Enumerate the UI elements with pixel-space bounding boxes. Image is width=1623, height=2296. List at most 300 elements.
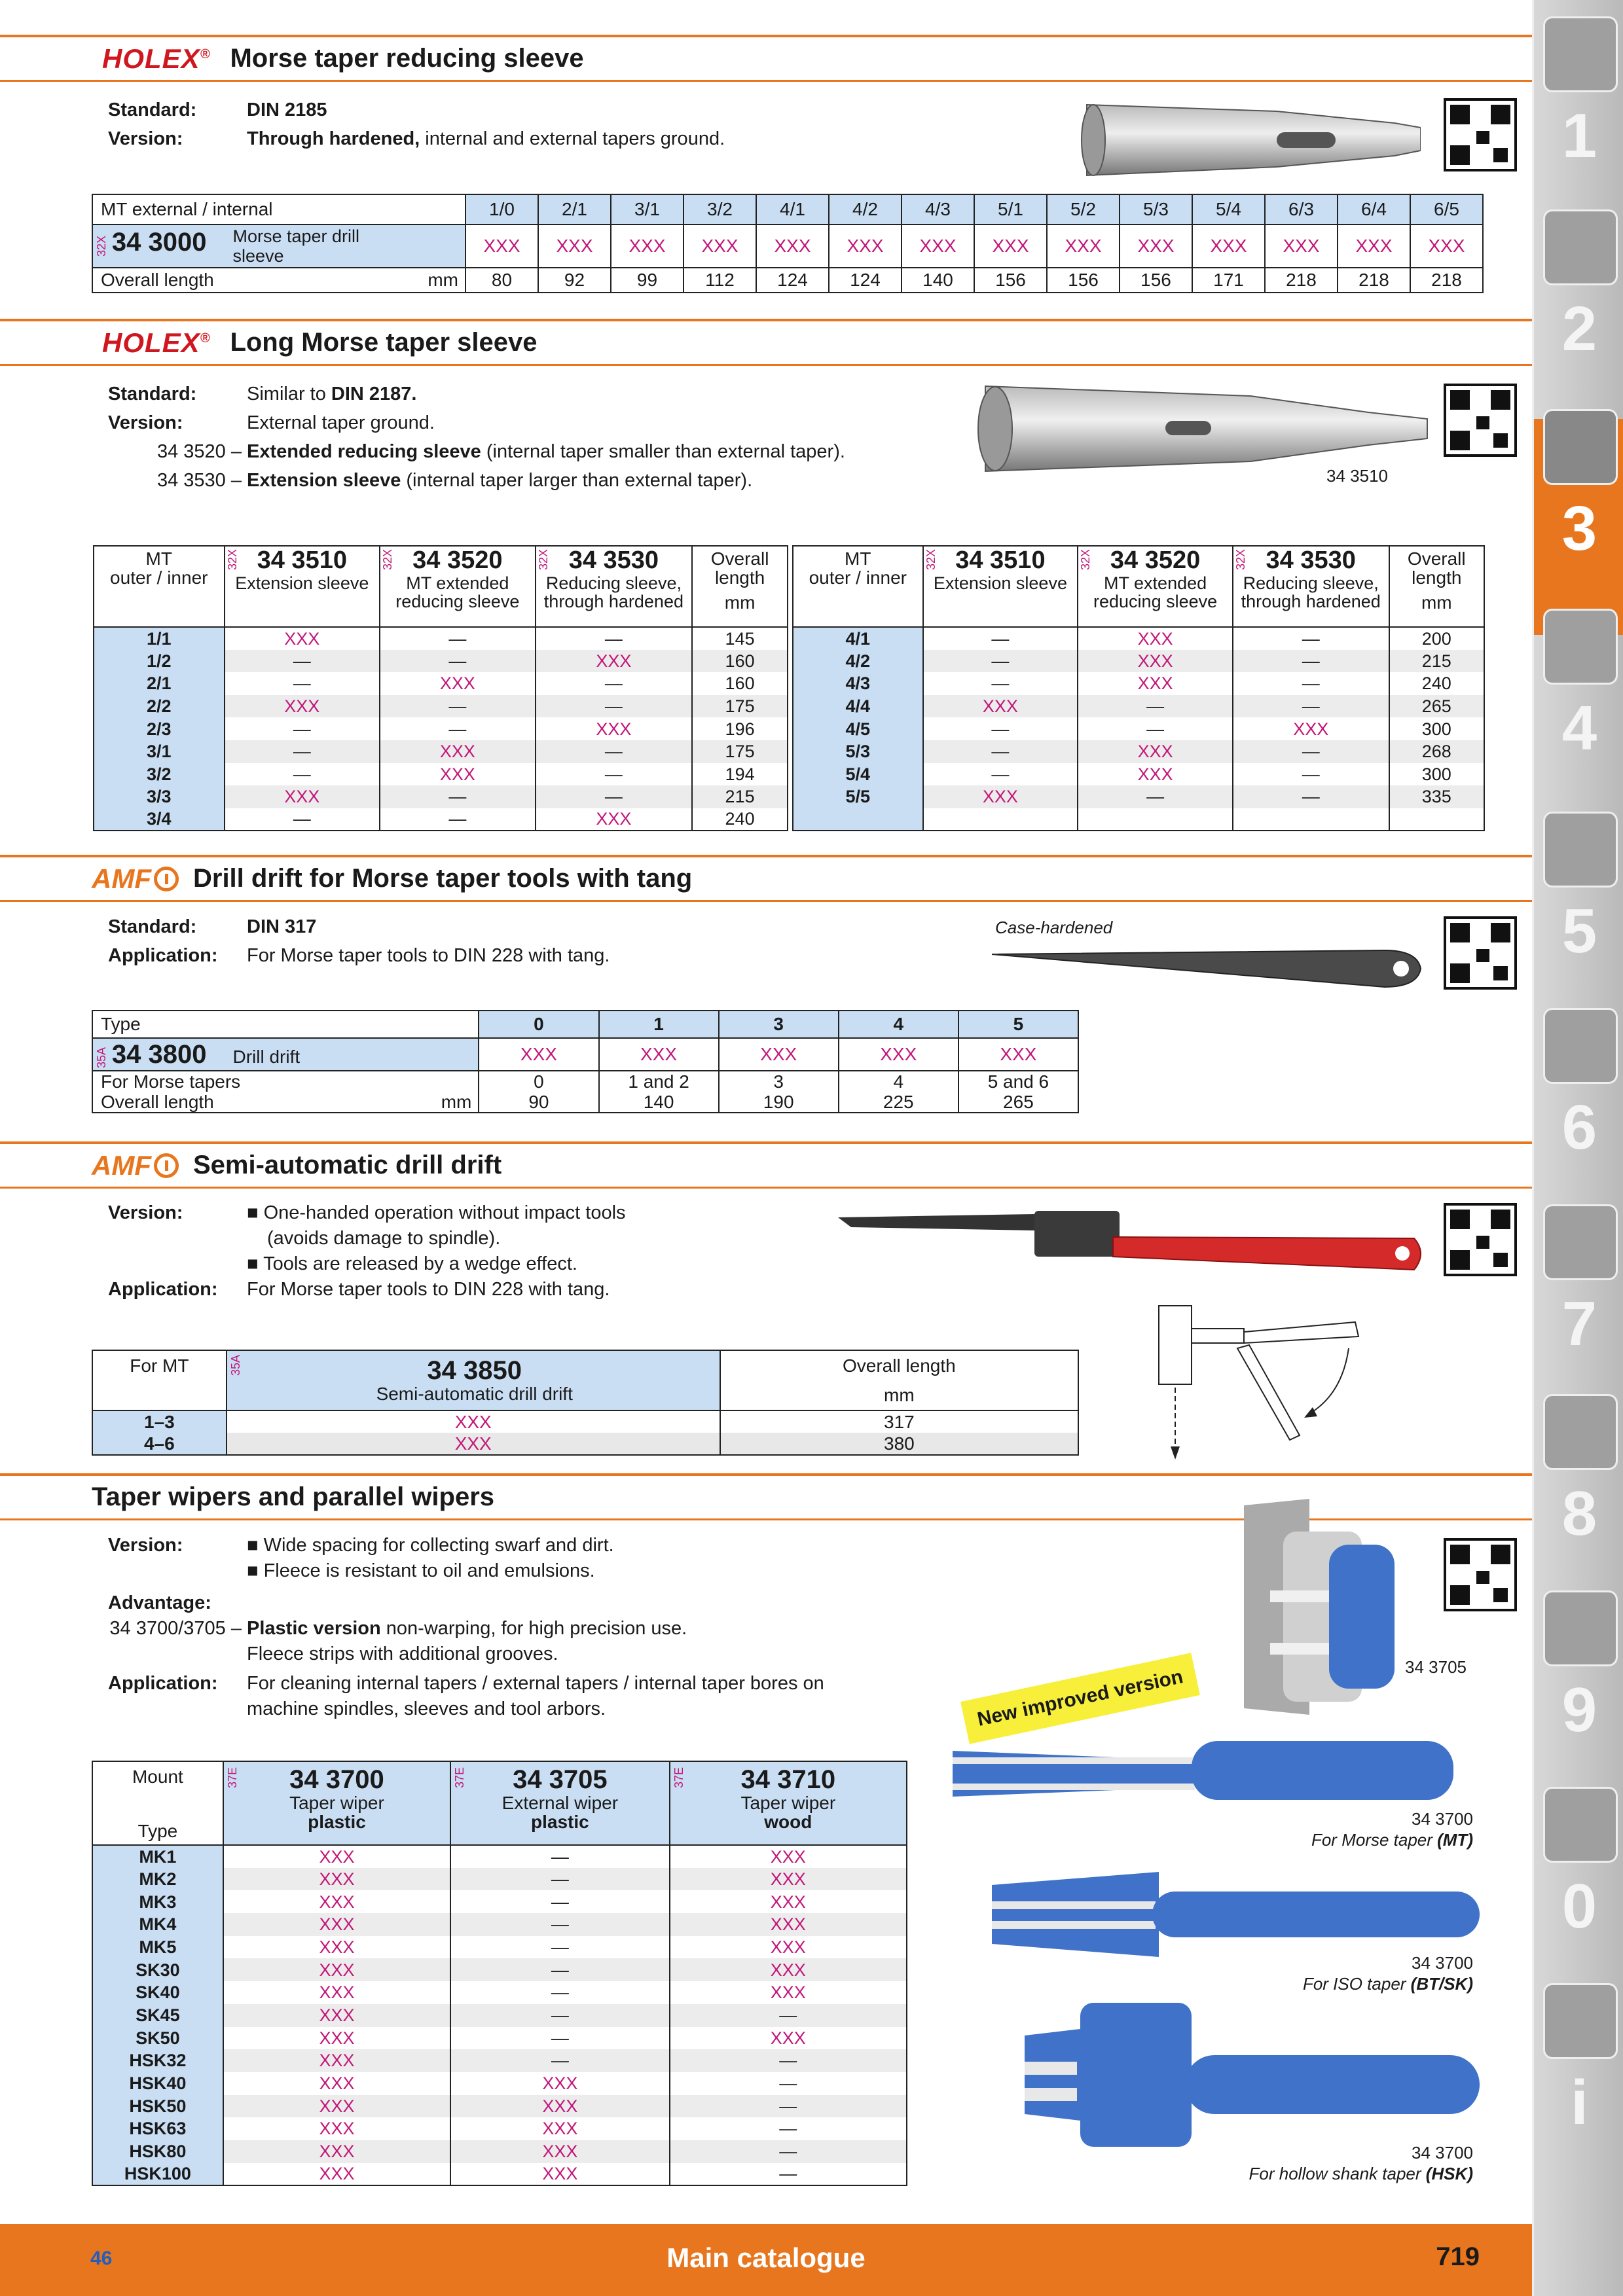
price-cell: XXX (611, 224, 684, 268)
article-head (450, 1761, 669, 1845)
price-cell: — (923, 740, 1078, 763)
mt-header (94, 546, 225, 627)
price-cell: — (923, 627, 1078, 650)
table-row (793, 650, 1484, 673)
price-cell: XXX (902, 224, 974, 268)
chapter-number[interactable]: 4 (1561, 693, 1597, 763)
amf-logo-icon (154, 1153, 179, 1178)
col-head: 5/3 (1120, 194, 1192, 224)
col-head: 6/3 (1265, 194, 1338, 224)
article-number[interactable]: 34 3530 (568, 547, 659, 574)
mount-type: MK5 (92, 1936, 223, 1959)
new-version-badge: New improved version (960, 1653, 1200, 1744)
length-cell: 145 (692, 627, 788, 650)
length-cell: 300 (1389, 763, 1484, 786)
length-cell: 156 (1047, 268, 1120, 293)
table-row (793, 627, 1484, 650)
length-cell: 200 (1389, 627, 1484, 650)
price-cell: XXX (479, 1038, 598, 1071)
mount-type: SK45 (92, 2004, 223, 2027)
mount-type-header (92, 1761, 223, 1845)
price-cell: XXX (1078, 763, 1233, 786)
chapter-number[interactable]: 1 (1561, 101, 1597, 171)
price-cell: XXX (223, 1981, 450, 2004)
qr-code-icon[interactable] (1444, 1538, 1517, 1611)
spec-value: For Morse taper tools to DIN 228 with tang. (247, 1279, 610, 1300)
spec-bullet-cont: (avoids damage to spindle). (267, 1228, 501, 1249)
price-cell: — (380, 650, 536, 673)
article-cell (92, 224, 465, 268)
footer-page-right: 719 (1436, 2242, 1480, 2271)
mount-type: SK30 (92, 1958, 223, 1981)
table-row (92, 2072, 907, 2095)
price-cell: — (450, 1913, 669, 1936)
spec-bullet: Fleece is resistant to oil and emulsions. (263, 1560, 595, 1581)
table-row (94, 740, 788, 763)
image-caption: 34 3510 (1326, 466, 1388, 486)
price-cell: XXX (670, 1890, 907, 1913)
article-name: Reducing sleeve, through hardened (543, 573, 684, 612)
length-cell: 240 (1389, 672, 1484, 695)
mount-label: Mount (132, 1767, 183, 1787)
spec-value: Similar to (247, 384, 331, 404)
table-row (92, 2004, 907, 2027)
qr-code-icon[interactable] (1444, 98, 1517, 171)
price-group: 37E (453, 1767, 467, 1789)
price-cell: XXX (225, 695, 380, 718)
length-cell: 90 (479, 1092, 598, 1113)
qr-code-icon[interactable] (1444, 916, 1517, 990)
article-name: MT extended reducing sleeve (395, 573, 520, 612)
col-head: 4/2 (829, 194, 902, 224)
long-sleeve-image (976, 383, 1434, 475)
length-cell: 171 (1192, 268, 1265, 293)
spec-label: Version: (108, 128, 183, 149)
article-number[interactable]: 34 3850 (427, 1356, 522, 1386)
price-cell: XXX (225, 785, 380, 808)
semi-automatic-drift-image (838, 1204, 1427, 1289)
price-cell: XXX (1078, 650, 1233, 673)
length-cell: 160 (692, 672, 788, 695)
caption-label: For Morse taper (1311, 1830, 1438, 1850)
price-group: 32X (536, 549, 550, 571)
article-name: MT extended reducing sleeve (1093, 573, 1218, 612)
price-cell: XXX (599, 1038, 719, 1071)
price-cell: XXX (223, 2117, 450, 2140)
chapter-number[interactable]: 8 (1561, 1479, 1597, 1549)
holex-logo: HOLEX® (102, 43, 211, 74)
col-head: 3/2 (684, 194, 756, 224)
table-row (92, 2117, 907, 2140)
price-cell: — (225, 672, 380, 695)
section-header-reducing-sleeve (0, 35, 1532, 82)
chapter-number[interactable]: 2 (1561, 294, 1597, 364)
mount-type: MK2 (92, 1868, 223, 1891)
spec-label: Application: (108, 1279, 218, 1300)
price-cell: — (1233, 695, 1389, 718)
section-header-semi-automatic (0, 1141, 1532, 1189)
spec-label: Standard: (108, 384, 197, 404)
price-cell: XXX (223, 1845, 450, 1868)
length-cell: 140 (902, 268, 974, 293)
spec-label: Standard: (108, 916, 197, 937)
length-label: Overall length (101, 270, 214, 291)
spec-value: Fleece strips with additional grooves. (247, 1643, 558, 1664)
caption-label-bold: (BT/SK) (1410, 1974, 1473, 1994)
price-cell: — (670, 2049, 907, 2072)
article-name: Extension sleeve (235, 573, 369, 593)
type-label: Type (92, 1011, 479, 1038)
chapter-tab-8-icon[interactable] (1543, 1394, 1618, 1470)
article-name: Semi-automatic drill drift (376, 1384, 573, 1405)
price-cell: XXX (223, 2049, 450, 2072)
article-number[interactable]: 34 3705 (513, 1765, 608, 1794)
article-name: Drill drift (232, 1046, 301, 1067)
mt-size (793, 808, 923, 831)
table-row (92, 1981, 907, 2004)
price-cell: — (450, 1890, 669, 1913)
price-group: 35A (95, 1047, 108, 1069)
price-cell: XXX (670, 1981, 907, 2004)
drill-drift-image (992, 942, 1424, 1001)
col-head: 3/1 (611, 194, 684, 224)
article-number[interactable]: 34 3700 (289, 1765, 384, 1794)
length-label: length (1412, 567, 1462, 588)
drift-diagram-image (1133, 1302, 1381, 1466)
table-row (793, 672, 1484, 695)
article-name: Extension sleeve (933, 573, 1067, 593)
price-cell: — (225, 808, 380, 831)
chapter-tab-7-icon[interactable] (1543, 1204, 1618, 1280)
article-number[interactable]: 34 3510 (257, 547, 347, 574)
price-cell: XXX (1078, 740, 1233, 763)
section-header-drill-drift (0, 855, 1532, 902)
article-head (670, 1761, 907, 1845)
section-title: Morse taper reducing sleeve (230, 44, 584, 73)
article-head (923, 546, 1078, 627)
price-cell: — (380, 627, 536, 650)
mt-size: 1/2 (94, 650, 225, 673)
table-row (793, 717, 1484, 740)
spec-value: (internal taper smaller than external taper). (481, 441, 845, 462)
long-sleeve-table-right (792, 545, 1485, 831)
table-row (92, 2095, 907, 2118)
chapter-tab-4-icon[interactable] (1543, 609, 1618, 685)
price-cell: XXX (223, 1868, 450, 1891)
for-cell: 0 (479, 1071, 598, 1092)
col-head: 5/4 (1192, 194, 1265, 224)
wiper-table (92, 1761, 907, 2186)
caption-label: For hollow shank taper (1249, 2164, 1426, 2183)
length-cell: 124 (829, 268, 902, 293)
caption-text (1113, 1974, 1473, 1994)
section-title: Semi-automatic drill drift (192, 1151, 502, 1179)
article-number[interactable]: 34 3520 (1110, 547, 1201, 574)
table-row (92, 2140, 907, 2163)
spec-value-bold: Extended reducing sleeve (247, 441, 481, 462)
mt-range: 1–3 (92, 1410, 227, 1433)
article-number[interactable]: 34 3520 (412, 547, 503, 574)
mount-type: HSK80 (92, 2140, 223, 2163)
chapter-tab-0-icon[interactable] (1543, 1787, 1618, 1863)
price-cell: XXX (450, 2140, 669, 2163)
price-cell: — (536, 785, 693, 808)
price-cell: XXX (227, 1410, 720, 1433)
mt-label2: outer / inner (110, 567, 208, 588)
price-cell: — (536, 672, 693, 695)
chapter-tab-5-icon[interactable] (1543, 812, 1618, 888)
price-group: 32X (225, 549, 239, 571)
article-head (1233, 546, 1389, 627)
chapter-tab-6-icon[interactable] (1543, 1008, 1618, 1084)
price-cell: XXX (1047, 224, 1120, 268)
length-cell: 99 (611, 268, 684, 293)
spec-bullet: One-handed operation without impact tools (263, 1202, 626, 1223)
spec-bullet: Tools are released by a wedge effect. (263, 1253, 577, 1274)
length-cell: 112 (684, 268, 756, 293)
price-cell: XXX (536, 650, 693, 673)
length-cell: 300 (1389, 717, 1484, 740)
table-header-label: MT external / internal (92, 194, 465, 224)
spec-value: machine spindles, sleeves and tool arbors. (247, 1698, 606, 1719)
price-cell: — (923, 672, 1078, 695)
mt-size: 3/1 (94, 740, 225, 763)
table-row (92, 1845, 907, 1868)
length-cell: 92 (538, 268, 611, 293)
article-number[interactable]: 34 3800 (111, 1039, 207, 1069)
spec-value: For Morse taper tools to DIN 228 with tang. (247, 945, 610, 966)
price-cell: XXX (670, 2027, 907, 2050)
article-head (225, 546, 380, 627)
chapter-tab-2-icon[interactable] (1543, 209, 1618, 285)
chapter-tab-i-icon[interactable] (1543, 1983, 1618, 2059)
length-cell: 218 (1265, 268, 1338, 293)
price-cell: — (450, 1845, 669, 1868)
article-number[interactable]: 34 3000 (111, 228, 207, 257)
mt-size: 1/1 (94, 627, 225, 650)
col-head: 1/0 (465, 194, 538, 224)
col-head: 5/1 (974, 194, 1047, 224)
price-cell: — (536, 763, 693, 786)
spec-block: Version: ■ Wide spacing for collecting swarf and dirt. ■ Fleece is resistant to oil and emulsions. Advantage: 34 3700/3705 – Plastic version non-warping, for high precision use. Fleece strips with additional grooves. Application: For cleaning internal tapers / external tapers / internal taper bores on machine spindles, sleeves and tool arbors. (108, 1533, 824, 1722)
spec-value: DIN 2185 (247, 99, 327, 120)
spec-label: Version: (108, 1202, 183, 1223)
length-label: length (714, 567, 765, 588)
length-cell: 156 (1120, 268, 1192, 293)
qr-code-icon[interactable] (1444, 1203, 1517, 1276)
drill-drift-table (92, 1010, 1079, 1113)
caption-label-bold: (HSK) (1425, 2164, 1473, 2183)
price-group: 37E (672, 1767, 685, 1789)
spec-code: 34 3700/3705 – (109, 1618, 242, 1639)
section-title: Taper wipers and parallel wipers (92, 1482, 495, 1511)
price-cell: — (670, 2117, 907, 2140)
price-cell: — (536, 627, 693, 650)
unit: mm (724, 592, 756, 613)
price-cell: XXX (684, 224, 756, 268)
price-cell (923, 808, 1078, 831)
for-cell: 1 and 2 (599, 1071, 719, 1092)
table-row (92, 1890, 907, 1913)
price-cell: — (923, 717, 1078, 740)
amf-logo-icon (154, 867, 179, 891)
chapter-tab-9-icon[interactable] (1543, 1590, 1618, 1666)
article-name: External wiper (501, 1793, 619, 1813)
price-cell: XXX (1078, 627, 1233, 650)
mount-type: HSK32 (92, 2049, 223, 2072)
price-cell: — (225, 740, 380, 763)
spec-label: Advantage: (108, 1592, 211, 1613)
length-cell: 240 (692, 808, 788, 831)
chapter-tab-3-icon[interactable] (1543, 409, 1618, 485)
col-head: 0 (479, 1011, 598, 1038)
for-cell: 4 (839, 1071, 958, 1092)
price-cell: XXX (719, 1038, 839, 1071)
caption-label-bold: (MT) (1437, 1830, 1473, 1850)
spec-block (108, 96, 725, 153)
mount-type: MK4 (92, 1913, 223, 1936)
mt-size: 5/5 (793, 785, 923, 808)
chapter-number[interactable]: 6 (1561, 1092, 1597, 1162)
price-cell: — (450, 1936, 669, 1959)
chapter-number[interactable]: 0 (1561, 1871, 1597, 1941)
price-group: 32X (924, 549, 938, 571)
length-cell: 156 (974, 268, 1047, 293)
mount-type: MK3 (92, 1890, 223, 1913)
table-row (793, 785, 1484, 808)
length-label-cell (92, 268, 465, 293)
article-cell (227, 1350, 720, 1410)
spec-block (108, 380, 845, 495)
mt-size: 2/1 (94, 672, 225, 695)
article-number[interactable]: 34 3530 (1266, 547, 1356, 574)
col-head: 6/4 (1338, 194, 1410, 224)
mt-size: 3/4 (94, 808, 225, 831)
table-row (94, 695, 788, 718)
length-cell: 317 (720, 1410, 1078, 1433)
mt-size: 4/2 (793, 650, 923, 673)
price-cell: XXX (1410, 224, 1483, 268)
mount-type: HSK50 (92, 2095, 223, 2118)
mt-header (793, 546, 923, 627)
price-cell: XXX (380, 763, 536, 786)
col-head: 5 (958, 1011, 1078, 1038)
article-material: wood (764, 1812, 812, 1833)
for-cell: 3 (719, 1071, 839, 1092)
price-cell: — (450, 2027, 669, 2050)
chapter-number[interactable]: 3 (1561, 493, 1597, 564)
chapter-number[interactable]: 7 (1561, 1289, 1597, 1359)
article-name: Taper wiper (740, 1793, 836, 1813)
unit: mm (884, 1385, 915, 1405)
length-cell: 265 (958, 1092, 1078, 1113)
table-row (94, 808, 788, 831)
article-material: plastic (531, 1812, 589, 1833)
spec-value: (internal taper larger than external taper). (401, 470, 753, 491)
price-cell: XXX (923, 695, 1078, 718)
chapter-tab-1-icon[interactable] (1543, 16, 1618, 92)
price-cell: XXX (923, 785, 1078, 808)
length-cell: 215 (692, 785, 788, 808)
footer-title: Main catalogue (666, 2242, 866, 2273)
price-cell: XXX (223, 2163, 450, 2186)
price-cell: — (450, 2049, 669, 2072)
mt-size: 3/2 (94, 763, 225, 786)
reducing-sleeve-table (92, 194, 1484, 293)
price-cell: XXX (958, 1038, 1078, 1071)
qr-code-icon[interactable] (1444, 384, 1517, 457)
col-head: 4/3 (902, 194, 974, 224)
spec-label: Version: (108, 1535, 183, 1556)
length-cell: 140 (599, 1092, 719, 1113)
price-cell: — (670, 2072, 907, 2095)
length-cell: 225 (839, 1092, 958, 1113)
table-row (92, 2049, 907, 2072)
article-name: Morse taper drill sleeve (232, 226, 360, 266)
semi-auto-table (92, 1350, 1079, 1456)
price-cell: XXX (1233, 717, 1389, 740)
type-label: Type (137, 1820, 178, 1841)
mt-size: 5/3 (793, 740, 923, 763)
mt-label2: outer / inner (809, 567, 907, 588)
iso-taper-wiper-image (989, 1872, 1486, 1957)
caption-code: 34 3700 (1412, 2143, 1473, 2162)
mount-type: SK40 (92, 1981, 223, 2004)
price-cell: — (670, 2140, 907, 2163)
price-cell: XXX (450, 2117, 669, 2140)
mount-type: HSK63 (92, 2117, 223, 2140)
length-label: Overall (710, 548, 769, 569)
section-header-long-sleeve (0, 319, 1532, 366)
table-row (793, 808, 1484, 831)
chapter-number[interactable]: 5 (1561, 896, 1597, 966)
spec-value: DIN 317 (247, 916, 317, 937)
price-cell: — (670, 2163, 907, 2186)
spec-value-bold: Extension sleeve (247, 470, 401, 491)
price-cell: XXX (670, 1845, 907, 1868)
price-group: 32X (95, 235, 108, 257)
external-wiper-image (1231, 1492, 1401, 1728)
length-cell: 80 (465, 268, 538, 293)
price-cell: XXX (223, 1890, 450, 1913)
price-cell: XXX (1265, 224, 1338, 268)
morse-taper-wiper-image (949, 1734, 1493, 1806)
mount-type: SK50 (92, 2027, 223, 2050)
col-head: 2/1 (538, 194, 611, 224)
length-head (692, 546, 788, 627)
price-cell: XXX (670, 1958, 907, 1981)
table-row (793, 740, 1484, 763)
article-number[interactable]: 34 3510 (955, 547, 1046, 574)
price-cell: — (450, 1958, 669, 1981)
spec-block: Version: ■ One-handed operation without impact tools (avoids damage to spindle). ■ Tools are released by a wedge effect. Application: For Morse taper tools to DIN 228 with tang. (108, 1200, 626, 1302)
price-cell: XXX (536, 808, 693, 831)
article-number[interactable]: 34 3710 (740, 1765, 836, 1794)
price-cell: XXX (538, 224, 611, 268)
price-cell: XXX (227, 1433, 720, 1455)
chapter-number[interactable]: i (1571, 2068, 1588, 2138)
length-head (1389, 546, 1484, 627)
chapter-number[interactable]: 9 (1561, 1675, 1597, 1745)
mount-type: MK1 (92, 1845, 223, 1868)
table-row (94, 717, 788, 740)
price-cell: XXX (829, 224, 902, 268)
price-group: 32X (1233, 549, 1247, 571)
table-row (92, 2027, 907, 2050)
price-group: 32X (1079, 549, 1093, 571)
unit: mm (428, 270, 458, 291)
mt-size: 2/2 (94, 695, 225, 718)
